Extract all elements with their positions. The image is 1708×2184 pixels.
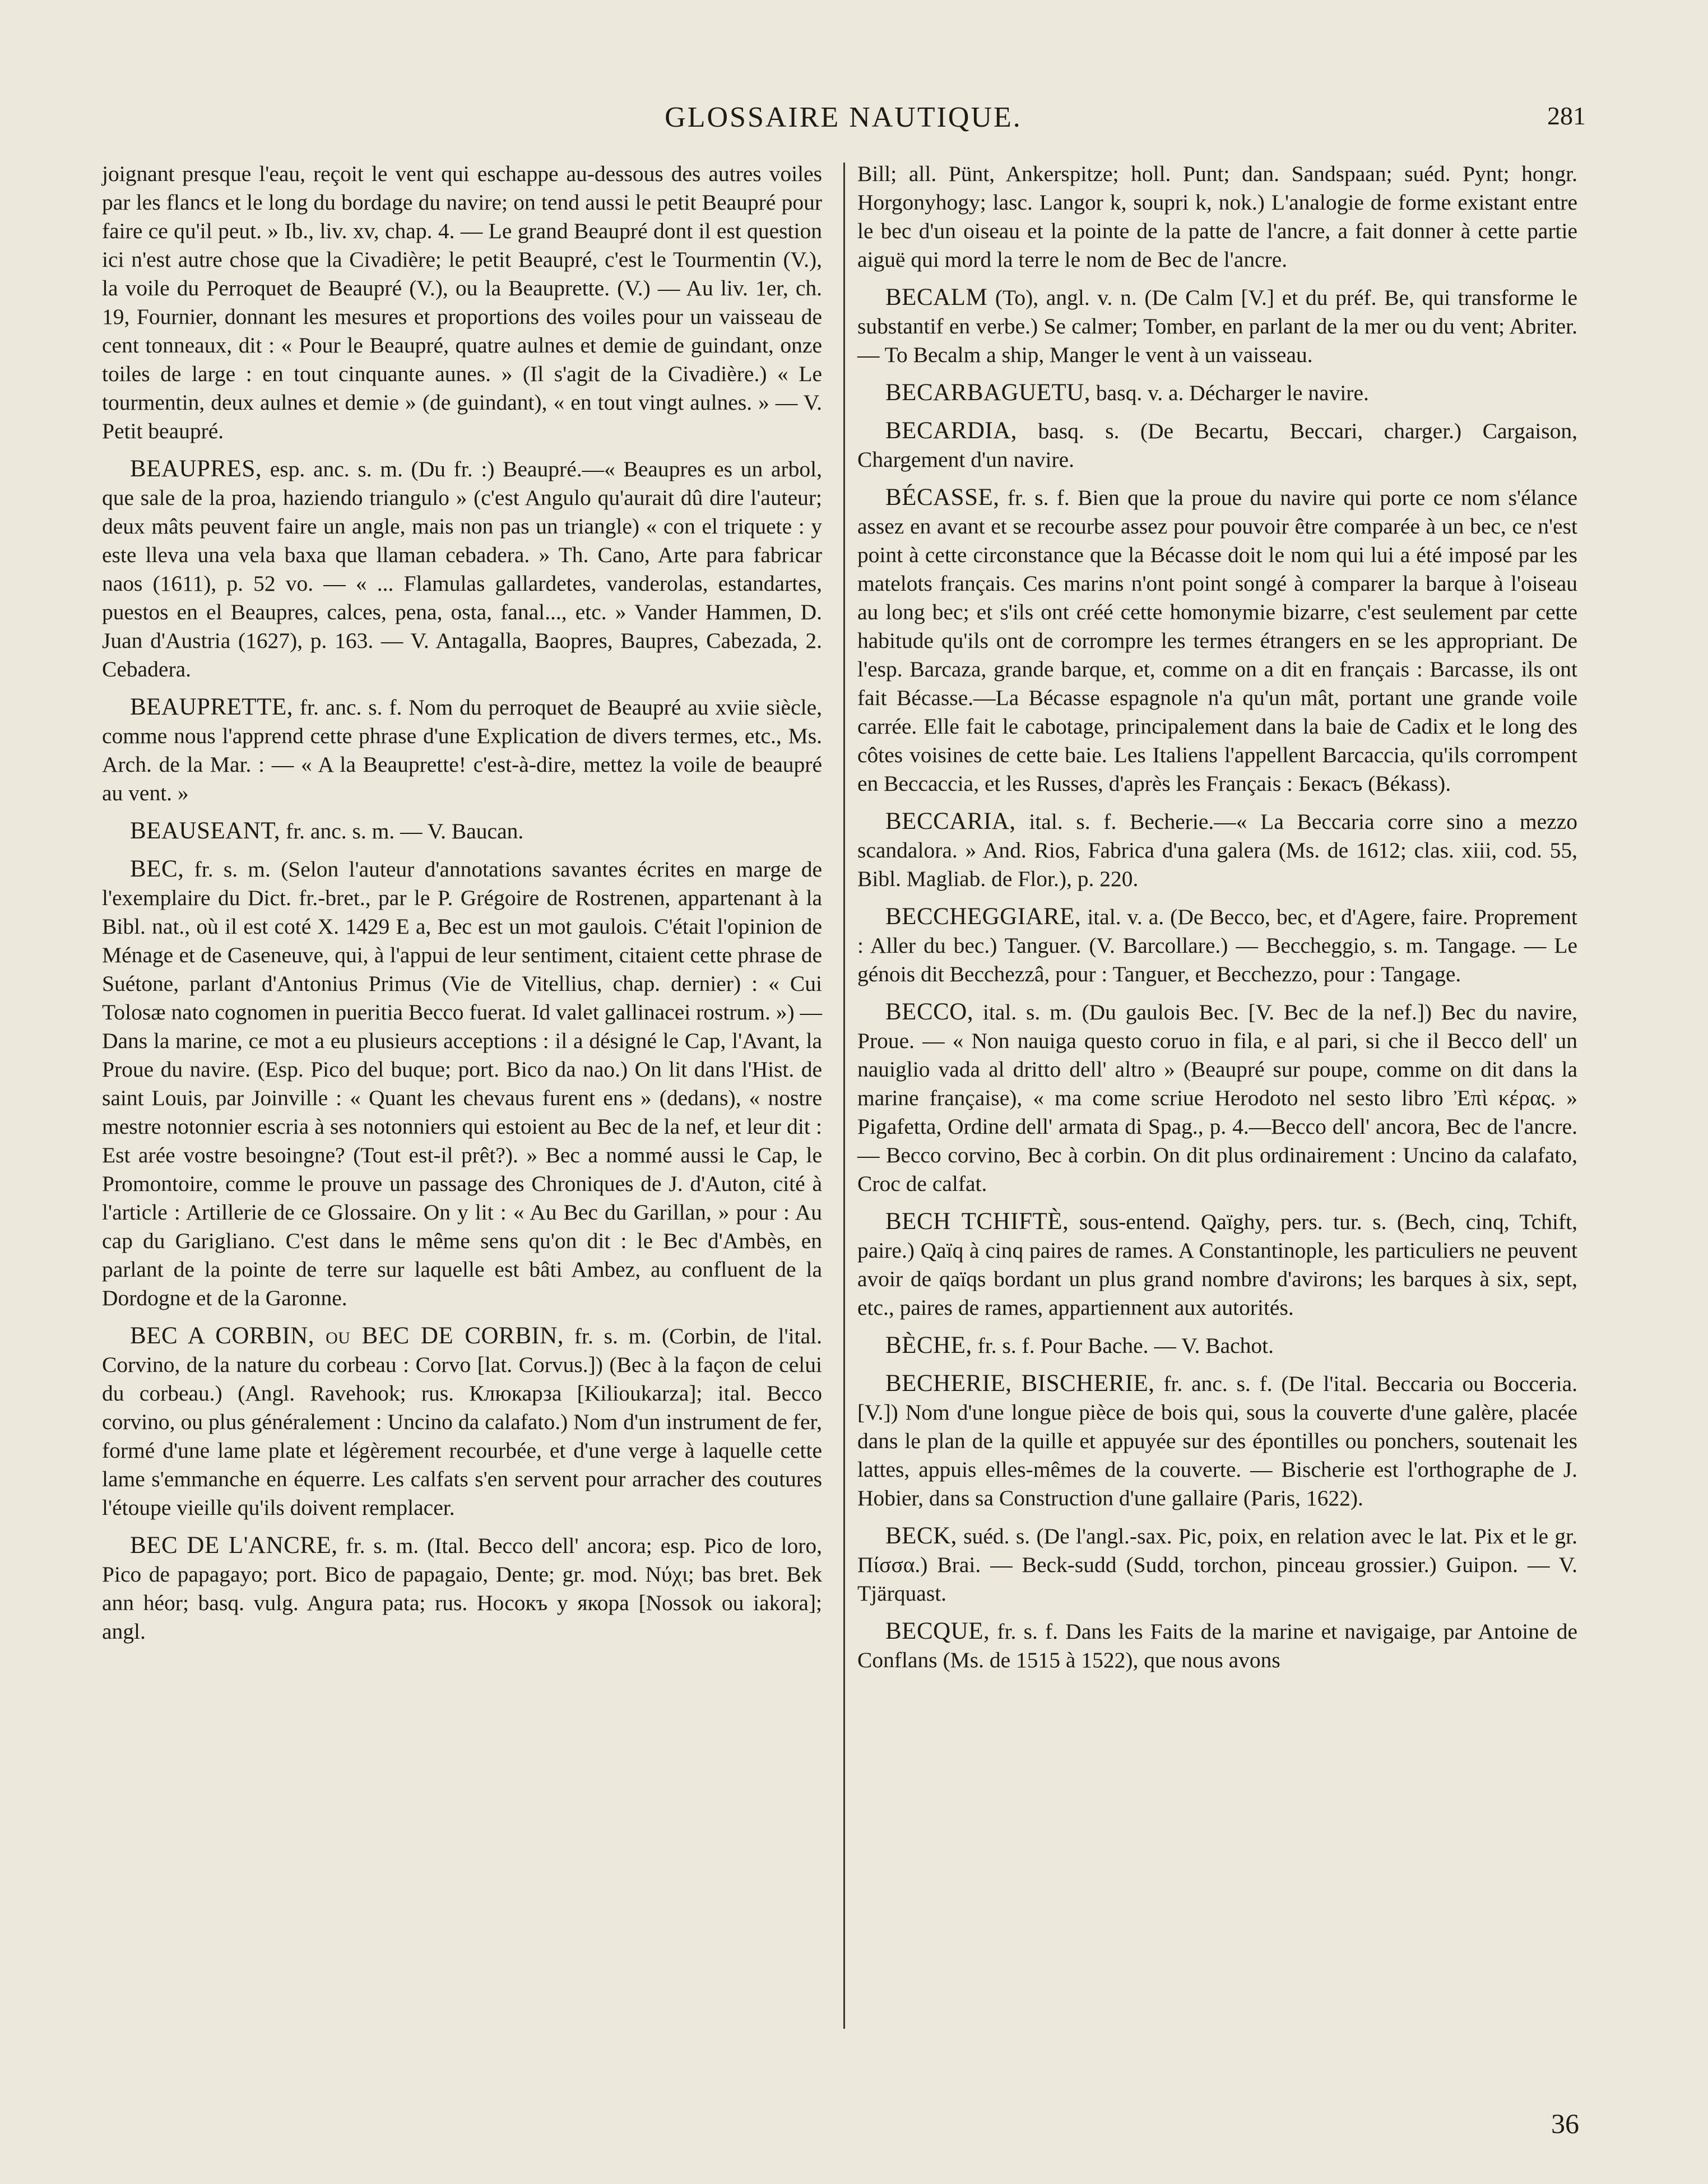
headword: BEC DE L'ANCRE, <box>130 1532 338 1559</box>
page-number: 281 <box>1547 101 1586 130</box>
entry-bec-a-corbin: BEC A CORBIN, ou BEC DE CORBIN, fr. s. m. (Corbin, de l'ital. Corvino, de la nature du corbeau : Corvo [lat. Corvus.]) (Bec à la façon de celui du corbeau.) (Angl. Ravehook; rus. Клюкарза [Kilioukarza]; ital. Becco corvino, ou plus généralement : Uncino da calafato.) Nom d'un instrument de fer, formé d'une lame plate et légèrement recourbée, et d'une verge à laquelle cette lame s'emmanche en équerre. Les calfats s'en servent pour arracher des coutures l'étoupe vieille qu'ils doivent remplacer. <box>102 1323 822 1520</box>
entry-becardia: BECARDIA, basq. s. (De Becartu, Beccari, charger.) Cargaison, Chargement d'un navire. <box>857 418 1577 472</box>
entry-beche: BÈCHE, fr. s. f. Pour Bache. — V. Bachot. <box>885 1332 1274 1358</box>
headword: BEC A CORBIN, ou BEC DE CORBIN, <box>130 1323 564 1349</box>
headword: BEAUPRES, <box>130 456 262 482</box>
headword: BECALM <box>885 284 988 310</box>
headword: BECHERIE, BISCHERIE, <box>885 1370 1155 1397</box>
entry-becarbaguetu: BECARBAGUETU, basq. v. a. Décharger le navire. <box>885 379 1369 406</box>
headword: BECCO, <box>885 999 974 1025</box>
column-divider <box>843 163 845 2029</box>
headword: BECARDIA, <box>885 418 1018 444</box>
headword: BECQUE, <box>885 1618 990 1644</box>
entry-beaupres: BEAUPRES, esp. anc. s. m. (Du fr. :) Beaupré.—« Beaupres es un arbol, que sale de la proa, haziendo triangulo » (c'est Angulo qu'aurait dû dire l'auteur; deux mâts peuvent faire un angle, mais non pas un triangle) « con el triquete : y este lleva una vela baxa que llaman cebadera. » Th. Cano, Arte para fabricar naos (1611), p. 52 vo. — « ... Flamulas gallardetes, vanderolas, estandartes, puestos en el Beaupres, calces, pena, osta, fanal..., etc. » Vander Hammen, D. Juan d'Austria (1627), p. 163. — V. Antagalla, Baopres, Baupres, Cabezada, 2. Cebadera. <box>102 456 822 681</box>
headword: BECK, <box>885 1523 957 1549</box>
entry-becherie: BECHERIE, BISCHERIE, fr. anc. s. f. (De l'ital. Beccaria ou Bocceria. [V.]) Nom d'une longue pièce de bois qui, sous la couverte d'une galère, placée dans le plan de la quille et appuyée sur des épontilles ou ponchers, soutenait les lattes, appuis elles-mêmes de la couverte. — Bischerie est l'orthographe de J. Hobier, dans sa Construction d'une gallaire (Paris, 1622). <box>857 1370 1577 1510</box>
entry-becasse: BÉCASSE, fr. s. f. Bien que la proue du navire qui porte ce nom s'élance assez en avant et se recourbe assez pour pouvoir être comparée à un bec, ce n'est point à cette circonstance que la Bécasse doit le nom qui lui a été imposé par les matelots français. Ces marins n'ont point songé à comparer la barque à l'oiseau au long bec; et s'ils ont créé cette homonymie bizarre, c'est seulement par cette habitude qu'ils ont de corrompre les termes étrangers en se les appropriant. De l'esp. Barcaza, grande barque, et, comme on a dit en français : Barcasse, ils ont fait Bécasse.—La Bécasse espagnole n'a qu'un mât, portant une grande voile carrée. Elle fait le cabotage, principalement dans la baie de Cadix et le long des côtes voisines de cette baie. Les Italiens l'appellent Barcaccia, qu'ils corrompent en Beccaccia, et les Russes, d'après les Français : Бекасъ (Békass). <box>857 484 1577 796</box>
entry-continuation: Bill; all. Pünt, Ankerspitze; holl. Punt; dan. Sandspaan; suéd. Pynt; hongr. Horgonyhogy; lasc. Langor k, soupri k, nok.) L'analogie de forme existant entre le bec d'un oiseau et la pointe de la patte de l'ancre, a fait donner à cette partie aiguë qui mord la terre le nom de Bec de l'ancre. <box>857 161 1577 272</box>
entry-bec-de-l-ancre: BEC DE L'ANCRE, fr. s. m. (Ital. Becco dell' ancora; esp. Pico de loro, Pico de papagayo; port. Bico de papagaio, Dente; gr. mod. Νύχι; bas bret. Bek ann héor; basq. vulg. Angura pata; rus. Носокъ у якора [Nossok ou iakora]; angl. <box>102 1532 822 1644</box>
headword: BEAUSEANT, <box>130 818 281 844</box>
left-column <box>102 160 822 1655</box>
entry-beccaria: BECCARIA, ital. s. f. Becherie.—« La Beccaria corre sino a mezzo scandalora. » And. Rios, Fabrica d'una galera (Ms. de 1612; clas. xiii, cod. 55, Bibl. Magliab. de Flor.), p. 220. <box>857 808 1577 891</box>
entry-bech-tchifte: BECH TCHIFTÈ, sous-entend. Qaïghy, pers. tur. s. (Bech, cinq, Tchift, paire.) Qaïq à cinq paires de rames. A Constantinople, les particuliers ne peuvent avoir de qaïqs bordant un plus grand nombre d'avirons; les barques à six, sept, etc., paires de rames, appartiennent aux autorités. <box>857 1208 1577 1320</box>
entry-becco: BECCO, ital. s. m. (Du gaulois Bec. [V. Bec de la nef.]) Bec du navire, Proue. — « Non nauiga questo coruo in fila, e al pari, si che il Becco dell' un nauiglio vada al dritto dell' altro » (Beaupré sur poupe, comme on dit dans la marine française), « ma come scriue Herodoto nel sesto libro Ἐπὶ κέρας. » Pigafetta, Ordine dell' armata di Spag., p. 4.—Becco dell' ancora, Bec de l'ancre. — Becco corvino, Bec à corbin. On dit plus ordinairement : Uncino da calafato, Croc de calfat. <box>857 999 1577 1196</box>
entry-beauseant: BEAUSEANT, fr. anc. s. m. — V. Baucan. <box>130 818 524 844</box>
running-title: GLOSSAIRE NAUTIQUE. <box>665 101 1022 133</box>
headword: BECCARIA, <box>885 808 1016 834</box>
entry-beauprette: BEAUPRETTE, fr. anc. s. f. Nom du perroquet de Beaupré au xviie siècle, comme nous l'apprend cette phrase d'une Explication de divers termes, etc., Ms. Arch. de la Mar. : — « A la Beauprette! c'est-à-dire, mettez la voile de beaupré au vent. » <box>102 694 822 805</box>
headword: BÈCHE, <box>885 1332 972 1358</box>
entry-becalm: BECALM (To), angl. v. n. (De Calm [V.] et du préf. Be, qui transforme le substantif en verbe.) Se calmer; Tomber, en parlant de la mer ou du vent; Abriter. — To Becalm a ship, Manger le vent à un vaisseau. <box>857 284 1577 367</box>
headword: BECARBAGUETU, <box>885 379 1091 406</box>
headword: BECH TCHIFTÈ, <box>885 1208 1069 1235</box>
entry-bec: BEC, fr. s. m. (Selon l'auteur d'annotations savantes écrites en marge de l'exemplaire du Dict. fr.-bret., par le P. Grégoire de Rostrenen, appartenant à la Bibl. nat., où il est coté X. 1429 E a, Bec est un mot gaulois. C'était l'opinion de Ménage et de Caseneuve, qui, à l'appui de leur sentiment, citaient cette phrase de Suétone, parlant d'Antonius Primus (Vie de Vitellius, chap. dernier) : « Cui Tolosæ nato cognomen in pueritia Becco fuerat. Id valet gallinacei rostrum. ») — Dans la marine, ce mot a eu plusieurs acceptions : il a désigné le Cap, l'Avant, la Proue du navire. (Esp. Pico del buque; port. Bico da nao.) On lit dans l'Hist. de saint Louis, par Joinville : « Quant les chevaus furent ens » (dedans), « nostre mestre notonnier escria à ses notonniers qui estoient au Bec de la nef, et leur dit : Est arée vostre besoingne? (Tout est-il prêt?). » Bec a nommé aussi le Cap, le Promontoire, comme le prouve un passage des Chroniques de J. d'Auton, cité à l'article : Artillerie de ce Glossaire. On y lit : « Au Bec du Garillan, » pour : Au cap du Garigliano. C'est dans le même sens qu'on dit : le Bec d'Ambès, en parlant de la pointe de terre sur laquelle est bâti Ambez, au confluent de la Dordogne et de la Garonne. <box>102 856 822 1310</box>
headword: BECCHEGGIARE, <box>885 903 1082 930</box>
headword: BÉCASSE, <box>885 484 1000 511</box>
entry-becque: BECQUE, fr. s. f. Dans les Faits de la marine et navigaige, par Antoine de Conflans (Ms. de 1515 à 1522), que nous avons <box>857 1618 1577 1672</box>
right-column <box>857 160 1577 1684</box>
page-header <box>101 101 1586 146</box>
headword: BEAUPRETTE, <box>130 694 293 720</box>
entry-beccheggiare: BECCHEGGIARE, ital. v. a. (De Becco, bec, et d'Agere, faire. Proprement : Aller du bec.) Tanguer. (V. Barcollare.) — Beccheggio, s. m. Tangage. — Le génois dit Becchezzâ, pour : Tanguer, et Becchezzo, pour : Tangage. <box>857 903 1577 986</box>
entry-continuation: joignant presque l'eau, reçoit le vent qui eschappe au-dessous des autres voiles par les flancs et le long du bordage du navire; on tend aussi le petit Beaupré pour faire ce qu'il peut. » Ib., liv. xv, chap. 4. — Le grand Beaupré dont il est question ici n'est autre chose que la Civadière; le petit Beaupré, c'est le Tourmentin (V.), la voile du Perroquet de Beaupré (V.), ou la Beauprette. (V.) — Au liv. 1er, ch. 19, Fournier, donnant les mesures et proportions des voiles pour un vaisseau de cent tonneaux, dit : « Pour le Beaupré, quatre aulnes et demie de guindant, onze toiles de large : en tout cinquante aunes. » (Il s'agit de la Civadière.) « Le tourmentin, deux aulnes et demie » (de guindant), « en tout vingt aulnes. » — V. Petit beaupré. <box>102 161 822 443</box>
signature-mark: 36 <box>1551 2108 1579 2139</box>
entry-beck: BECK, suéd. s. (De l'angl.-sax. Pic, poix, en relation avec le lat. Pix et le gr. Πίσσα.) Brai. — Beck-sudd (Sudd, torchon, pinceau grossier.) Guipon. — V. Tjärquast. <box>857 1523 1577 1606</box>
headword: BEC, <box>130 856 184 882</box>
